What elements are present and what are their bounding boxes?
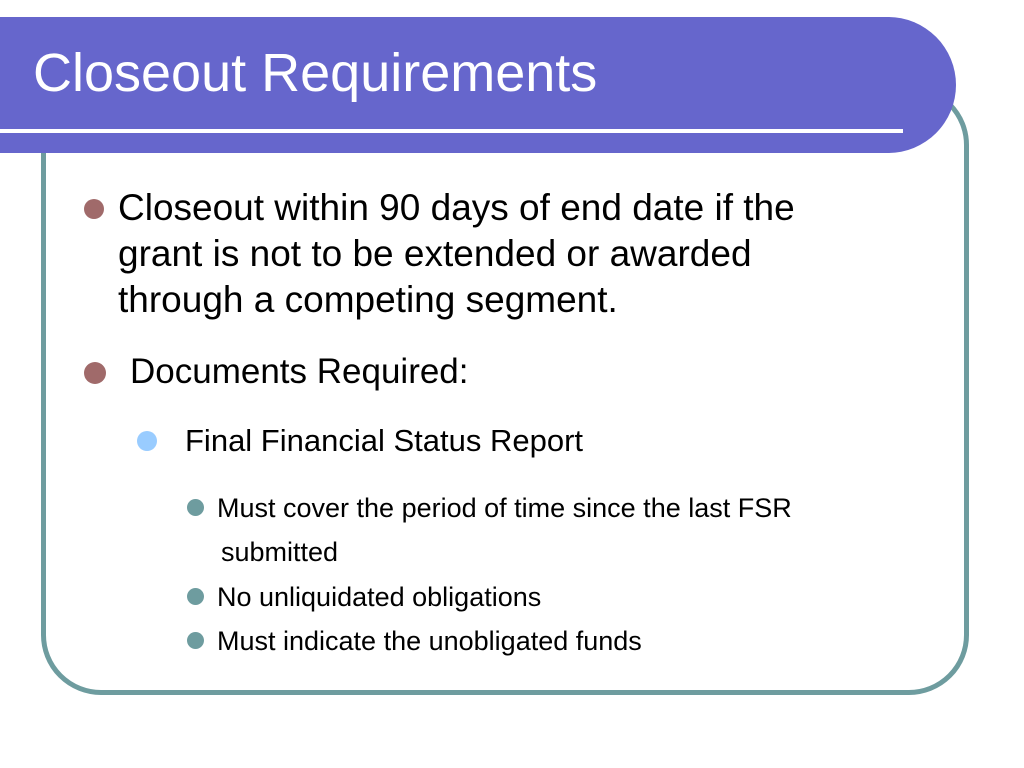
title-underline <box>0 129 903 133</box>
sub-sub-bullet-unobligated-funds: Must indicate the unobligated funds <box>217 626 642 656</box>
bullet-line: through a competing segment. <box>118 279 618 320</box>
slide-title: Closeout Requirements <box>33 43 598 103</box>
bullet-line: Closeout within 90 days of end date if the <box>118 187 795 228</box>
bullet-closeout-timeline <box>118 185 938 323</box>
bullet-dot-level1 <box>84 362 106 384</box>
sub-sub-bullet-cover-period-continued: submitted <box>221 537 339 567</box>
bullet-documents-required: Documents Required: <box>130 352 469 391</box>
bullet-line: grant is not to be extended or awarded <box>118 233 752 274</box>
sub-sub-bullet-no-unliquidated: No unliquidated obligations <box>217 582 542 612</box>
bullet-dot-level1 <box>84 199 104 219</box>
bullet-dot-level3 <box>187 588 204 605</box>
bullet-dot-level3 <box>187 499 204 516</box>
sub-bullet-final-financial-status-report: Final Financial Status Report <box>185 423 584 458</box>
bullet-dot-level3 <box>187 632 204 649</box>
bullet-dot-level2 <box>137 431 157 451</box>
sub-sub-bullet-cover-period: Must cover the period of time since the last FSR <box>217 493 792 523</box>
